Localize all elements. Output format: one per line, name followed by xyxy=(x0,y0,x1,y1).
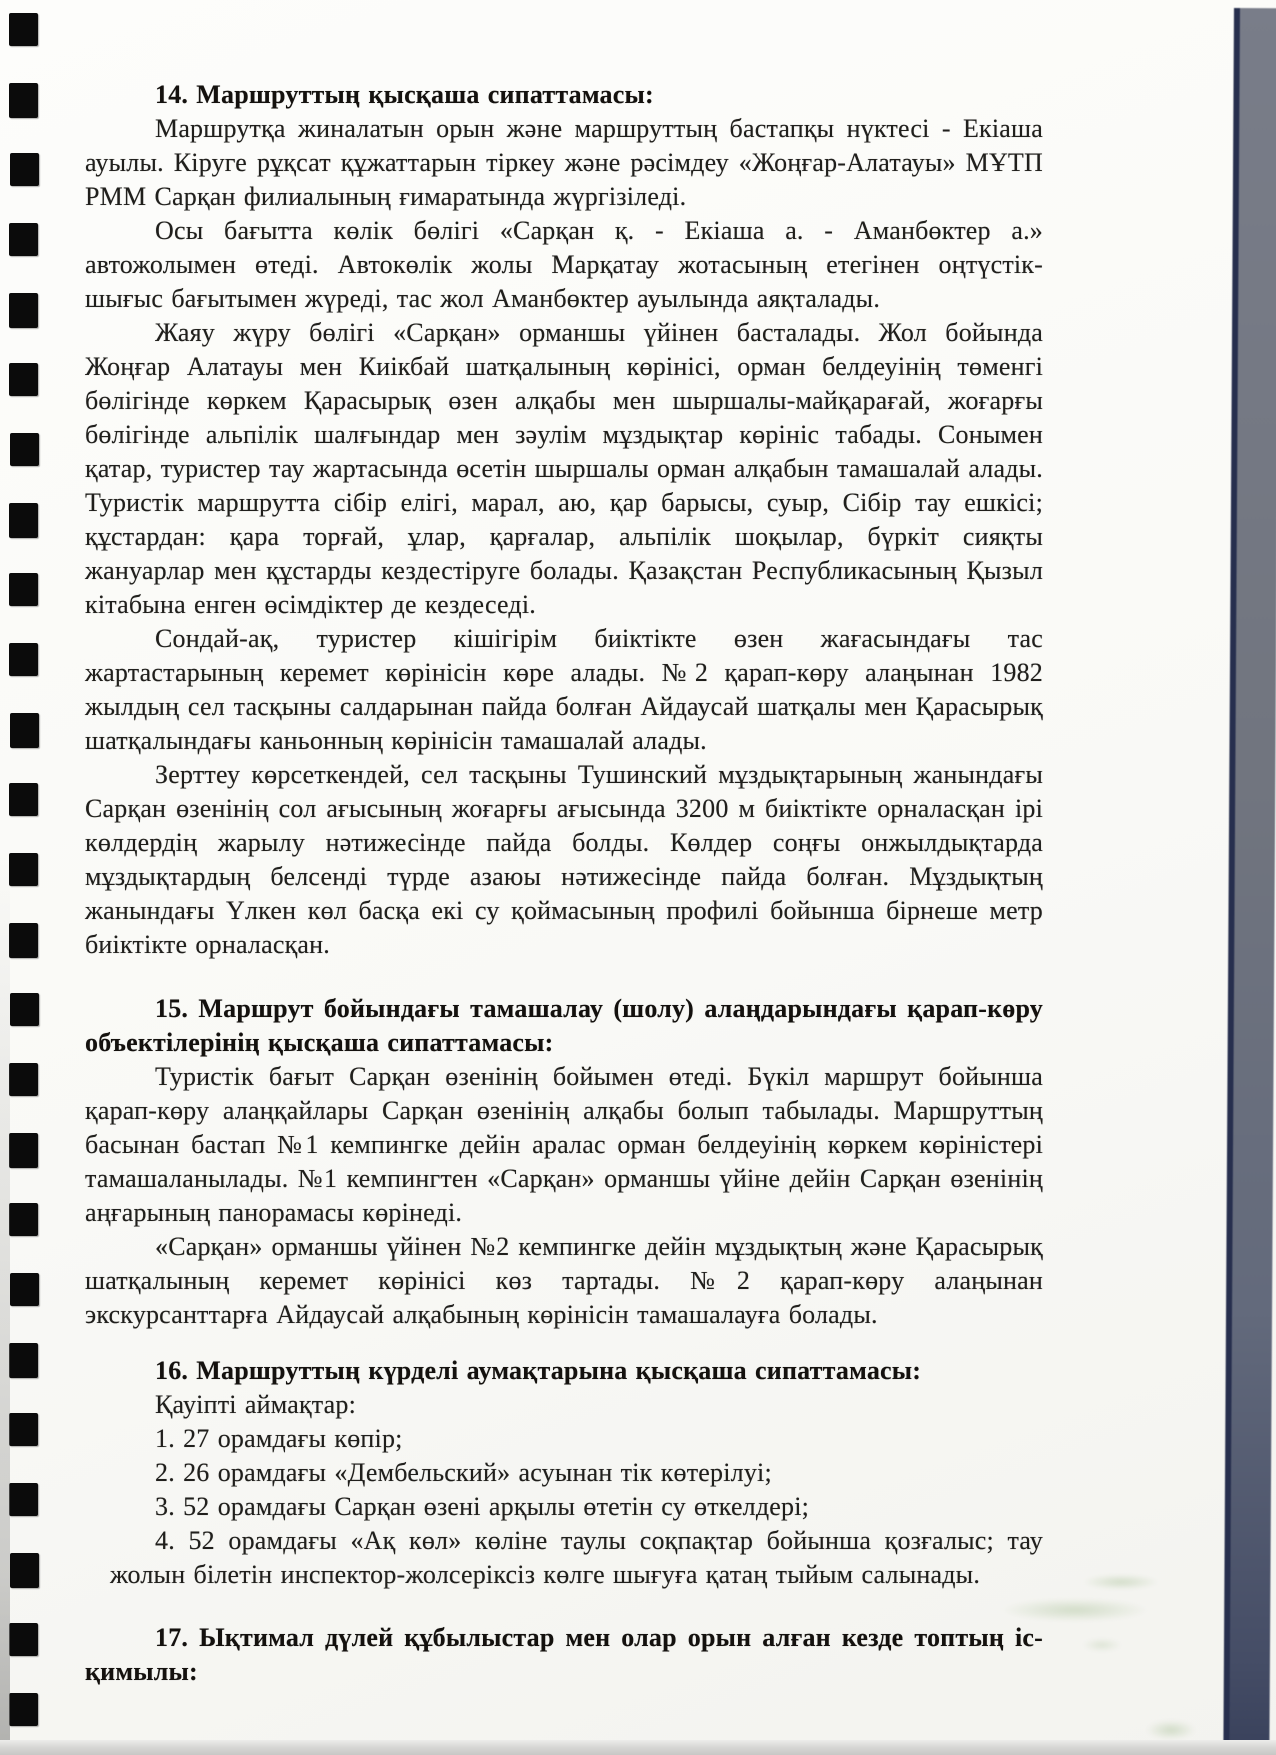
binding-mark xyxy=(9,503,38,538)
paragraph: Жаяу жүру бөлігі «Сарқан» орманшы үйінен басталады. Жол бойында Жоңғар Алатауы мен Киікбай шатқалының көрінісі, орман белдеуінің төменгі бөлігінде көркем Қарасырық өзен алқабы мен шыршалы-майқарағай, жоғарғы бөлігінде альпілік шалғындар мен зәулім мұздықтар көрініс табады. Сонымен қатар, туристер тау жартасында өсетін шыршалы орман алқабын тамашалай алады. Туристік маршрутта сібір елігі, марал, аю, қар барысы, суыр, Сібір тау ешкісі; құстардан: қара торғай, ұлар, қарғалар, альпілік шоқылар, бүркіт сияқты жануарлар мен құстарды кездестіруге болады. Қазақстан Республикасының Қызыл кітабына енген өсімдіктер де кездеседі. xyxy=(85,318,1043,619)
danger-zone-item: 3. 52 орамдағы Сарқан өзені арқылы өтетін су өткелдері; xyxy=(155,1492,810,1521)
danger-zone-item: 4. 52 орамдағы «Ақ көл» көліне таулы соқпақтар бойынша қозғалыс; тау жолын білетін инспектор-жолсеріксіз көлге шығуға қатаң тыйым салынады. xyxy=(110,1526,1043,1589)
heading-line: 15. Маршрут бойындағы тамашалау (шолу) алаңдарындағы қарап-көру xyxy=(155,994,1043,1023)
binding-mark xyxy=(10,1553,39,1588)
binding-mark xyxy=(9,1343,38,1378)
binding-mark xyxy=(9,363,38,396)
heading-line: қимылы: xyxy=(85,1657,198,1686)
paragraph: Туристік бағыт Сарқан өзенінің бойымен өтеді. Бүкіл маршрут бойынша қарап-көру алаңқайлары Сарқан өзенінің алқабы болып табылады. Маршруттың басынан бастап №1 кемпингке дейін аралас орман белдеуінің көркем көріністері тамашаланылады. №1 кемпингтен «Сарқан» орманшы үйіне дейін Сарқан өзенінің аңғарының панорамасы көрінеді. xyxy=(85,1062,1043,1227)
paragraph: Осы бағытта көлік бөлігі «Сарқан қ. - Екіаша а. - Аманбөктер а.» автожолымен өтеді. Автокөлік жолы Марқатау жотасының етегінен оңтүстік-шығыс бағытымен жүреді, тас жол Аманбөктер ауылында аяқталады. xyxy=(85,216,1043,313)
binding-mark xyxy=(9,1133,38,1168)
binding-mark xyxy=(9,923,38,958)
binding-mark xyxy=(10,433,39,466)
paragraph: Маршрутқа жиналатын орын және маршруттың бастапқы нүктесі - Екіаша ауылы. Кіруге рұқсат құжаттарын тіркеу және рәсімдеу «Жоңғар-Алатауы» МҰТП РММ Сарқан филиалының ғимаратында жүргізіледі. xyxy=(85,114,1043,211)
heading-line: 17. Ықтимал дүлей құбылыстар мен олар орын алған кезде топтың іс- xyxy=(155,1623,1043,1652)
binding-mark xyxy=(9,223,38,256)
binding-mark xyxy=(9,783,38,816)
book-spine-band xyxy=(1223,8,1276,1748)
bleed-through-mark xyxy=(1146,1720,1196,1740)
binding-mark xyxy=(10,993,39,1026)
danger-zone-item: 1. 27 орамдағы көпір; xyxy=(155,1424,403,1453)
binding-mark xyxy=(9,1623,38,1656)
binding-mark xyxy=(9,1203,38,1236)
heading-line: объектілерінің қысқаша сипаттамасы: xyxy=(85,1028,554,1057)
binding-mark xyxy=(10,1273,39,1306)
bleed-through-mark xyxy=(1082,1574,1160,1590)
bleed-through-mark xyxy=(1000,1598,1150,1622)
binding-mark xyxy=(9,13,38,46)
section-17-heading xyxy=(85,1621,1043,1689)
page-edge-shadow xyxy=(0,850,10,1755)
paragraph: Зерттеу көрсеткендей, сел тасқыны Тушинский мұздықтарының жанындағы Сарқан өзенінің сол ағысының жоғарғы ағысында 3200 м биіктікте орналасқан ірі көлдердің жарылу нәтижесінде пайда болды. Көлдер соңғы онжылдықтарда мұздықтардың белсенді түрде азаюы нәтижесінде пайда болған. Мұздықтың жанындағы Үлкен көл басқа екі су қоймасының профилі бойынша бірнеше метр биіктікте орналасқан. xyxy=(85,760,1043,959)
binding-mark xyxy=(9,83,38,118)
section-14-heading: 14. Маршруттың қысқаша сипаттамасы: xyxy=(155,80,654,109)
binding-mark xyxy=(10,153,39,186)
scanner-bed-edge xyxy=(0,1740,1276,1755)
binding-mark xyxy=(9,573,38,606)
binding-mark xyxy=(9,1413,38,1446)
document-body xyxy=(85,78,1043,1689)
binding-mark xyxy=(9,1693,38,1726)
binding-mark xyxy=(10,713,39,748)
danger-zones-label: Қауіпті аймақтар: xyxy=(155,1390,357,1419)
binding-mark xyxy=(9,1063,38,1096)
section-15-heading xyxy=(85,992,1043,1060)
bleed-through-mark xyxy=(1082,1638,1122,1652)
binding-mark xyxy=(9,853,38,886)
danger-zone-item: 2. 26 орамдағы «Дембельский» асуынан тік көтерілуі; xyxy=(155,1458,772,1487)
paragraph: Сондай-ақ, туристер кішігірім биіктікте өзен жағасындағы тас жартастарының керемет көрінісін көре алады. №2 қарап-көру алаңынан 1982 жылдың сел тасқыны салдарынан пайда болған Айдаусай шатқалы мен Қарасырық шатқалындағы каньонның көрінісін тамашалай алады. xyxy=(85,624,1043,755)
binding-mark xyxy=(9,643,38,676)
binding-mark xyxy=(9,293,38,328)
section-16-heading: 16. Маршруттың күрделі аумақтарына қысқаша сипаттамасы: xyxy=(155,1356,922,1385)
binding-mark xyxy=(9,1483,38,1516)
paragraph: «Сарқан» орманшы үйінен №2 кемпингке дейін мұздықтың және Қарасырық шатқалының керемет көрінісі көз тартады. №2 қарап-көру алаңынан экскурсанттарға Айдаусай алқабының көрінісін тамашалауға болады. xyxy=(85,1232,1043,1329)
